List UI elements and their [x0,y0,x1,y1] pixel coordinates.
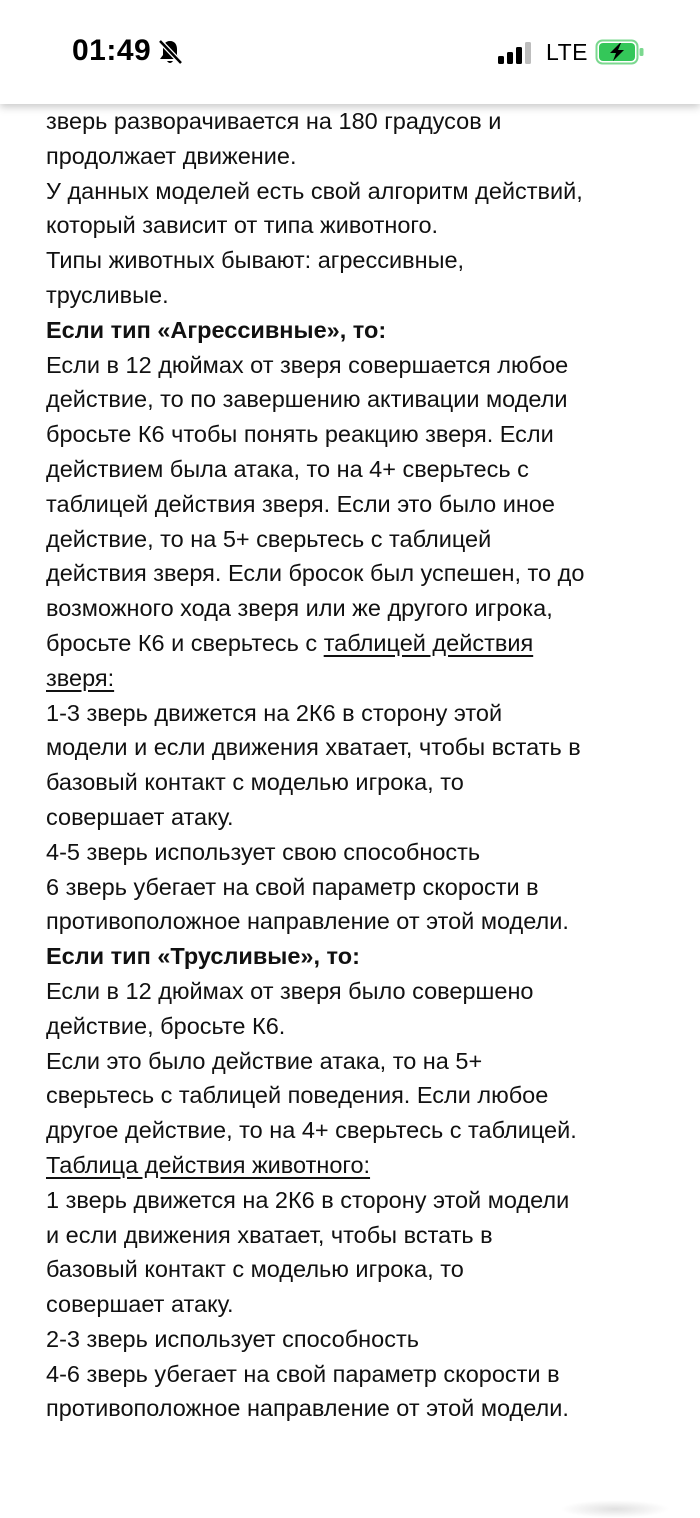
beast-action-table-ref: таблицей действия [323,629,534,656]
text-line: Типы животных бывают: агрессивные, [46,247,465,274]
text-line: трусливые. [46,281,169,308]
section-heading-cowardly: Если тип «Трусливые», то: [46,943,360,970]
bell-slash-icon [156,38,184,66]
text-line: противоположное направление от этой модели. [46,1395,569,1422]
text-line: противоположное направление от этой модели. [46,908,569,935]
text-line: таблицей действия зверя. Если это было иное [46,490,555,517]
text-line: действие, то на 5+ сверьтесь с таблицей [46,525,492,552]
animal-action-table-heading: Таблица действия животного: [46,1151,371,1178]
text-line: действие, бросьте К6. [46,1012,286,1039]
text-line: базовый контакт с моделью игрока, то [46,769,464,796]
text-line-with-table-ref [46,626,686,661]
section-heading-aggressive: Если тип «Агрессивные», то: [46,316,387,343]
text-line: действием была атака, то на 4+ сверьтесь с [46,455,529,482]
text-line: базовый контакт с моделью игрока, то [46,1256,464,1283]
text-line: 2-3 зверь использует способность [46,1325,419,1352]
text-line: 1-3 зверь движется на 2К6 в сторону этой [46,699,503,726]
text-line: У данных моделей есть свой алгоритм действий, [46,177,583,204]
text-line: возможного хода зверя или же другого игрока, [46,595,553,622]
battery-charging-icon [595,39,645,65]
text-line: Если в 12 дюймах от зверя совершается любое [46,351,569,378]
text-fragment: бросьте К6 и сверьтесь с [46,629,324,656]
text-line: совершает атаку. [46,1291,234,1318]
beast-action-table-ref-end: зверя: [46,664,115,691]
article-text [46,104,686,1426]
text-line: продолжает движение. [46,142,297,169]
cellular-signal-icon [498,42,534,64]
status-bar [0,0,700,104]
text-line: Если в 12 дюймах от зверя было совершено [46,977,534,1004]
text-line: действие, то по завершению активации модели [46,386,568,413]
network-label: LTE [546,39,588,65]
text-line: действия зверя. Если бросок был успешен, то до [46,560,585,587]
text-line: бросьте К6 чтобы понять реакцию зверя. Если [46,421,554,448]
text-line: 6 зверь убегает на свой параметр скорости в [46,873,539,900]
text-line: который зависит от типа животного. [46,212,439,239]
text-line: Если это было действие атака, то на 5+ [46,1047,483,1074]
home-indicator[interactable] [560,1500,670,1518]
text-line: и если движения хватает, чтобы встать в [46,1221,493,1248]
text-line [46,1148,686,1183]
text-line: сверьтесь с таблицей поведения. Если любое [46,1082,549,1109]
text-line: совершает атаку. [46,803,234,830]
text-line: 1 зверь движется на 2К6 в сторону этой модели [46,1186,570,1213]
text-line: другое действие, то на 4+ сверьтесь с таблицей. [46,1117,577,1144]
text-line: модели и если движения хватает, чтобы встать в [46,734,581,761]
text-line: 4-6 зверь убегает на свой параметр скорости в [46,1360,560,1387]
status-time: 01:49 [72,34,152,67]
text-line: зверь разворачивается на 180 градусов и [46,108,502,134]
text-line [46,661,686,696]
text-line: 4-5 зверь использует свою способность [46,838,481,865]
